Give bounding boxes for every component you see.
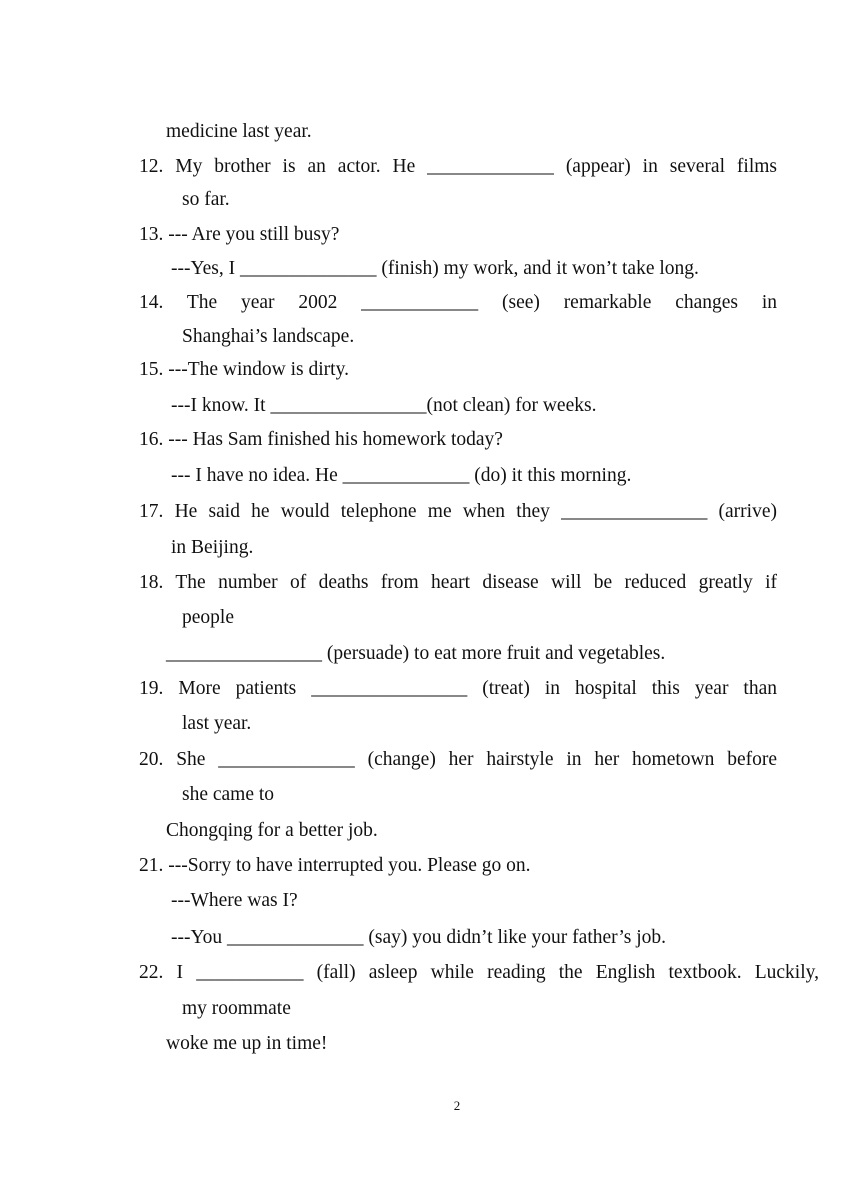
text-line: medicine last year. xyxy=(166,121,312,142)
question-14: 14. The year 2002 ____________ (see) remarkable changes in xyxy=(139,292,777,313)
question-12: 12. My brother is an actor. He _____________ (appear) in several films xyxy=(139,156,777,177)
text-line: ---I know. It ________________(not clean) for weeks. xyxy=(171,395,597,416)
text-line: ---Yes, I ______________ (finish) my work, and it won’t take long. xyxy=(171,258,699,279)
text-line: ---You ______________ (say) you didn’t like your father’s job. xyxy=(171,927,667,948)
text-line: Shanghai’s landscape. xyxy=(182,326,355,347)
text-line: --- I have no idea. He _____________ (do) it this morning. xyxy=(171,465,632,486)
question-16: 16. --- Has Sam finished his homework today? xyxy=(139,429,503,450)
question-17: 17. He said he would telephone me when they _______________ (arrive) xyxy=(139,501,777,522)
text-line: people xyxy=(182,607,234,628)
text-line: so far. xyxy=(182,189,230,210)
page-number: 2 xyxy=(453,1098,461,1113)
text-line: in Beijing. xyxy=(171,537,254,558)
text-line: she came to xyxy=(182,784,275,805)
text-line: last year. xyxy=(182,713,252,734)
question-15: 15. ---The window is dirty. xyxy=(139,359,349,380)
text-line: my roommate xyxy=(182,998,291,1019)
question-20: 20. She ______________ (change) her hairstyle in her hometown before xyxy=(139,749,777,770)
question-18: 18. The number of deaths from heart disease will be reduced greatly if xyxy=(139,572,777,593)
text-line: woke me up in time! xyxy=(166,1033,328,1054)
question-21: 21. ---Sorry to have interrupted you. Please go on. xyxy=(139,855,531,876)
question-19: 19. More patients ________________ (treat) in hospital this year than xyxy=(139,678,777,699)
question-13: 13. --- Are you still busy? xyxy=(139,224,340,245)
text-line: Chongqing for a better job. xyxy=(166,820,378,841)
text-line: ________________ (persuade) to eat more fruit and vegetables. xyxy=(166,643,666,664)
text-line: ---Where was I? xyxy=(171,890,298,911)
question-22: 22. I ___________ (fall) asleep while reading the English textbook. Luckily, xyxy=(139,962,819,983)
